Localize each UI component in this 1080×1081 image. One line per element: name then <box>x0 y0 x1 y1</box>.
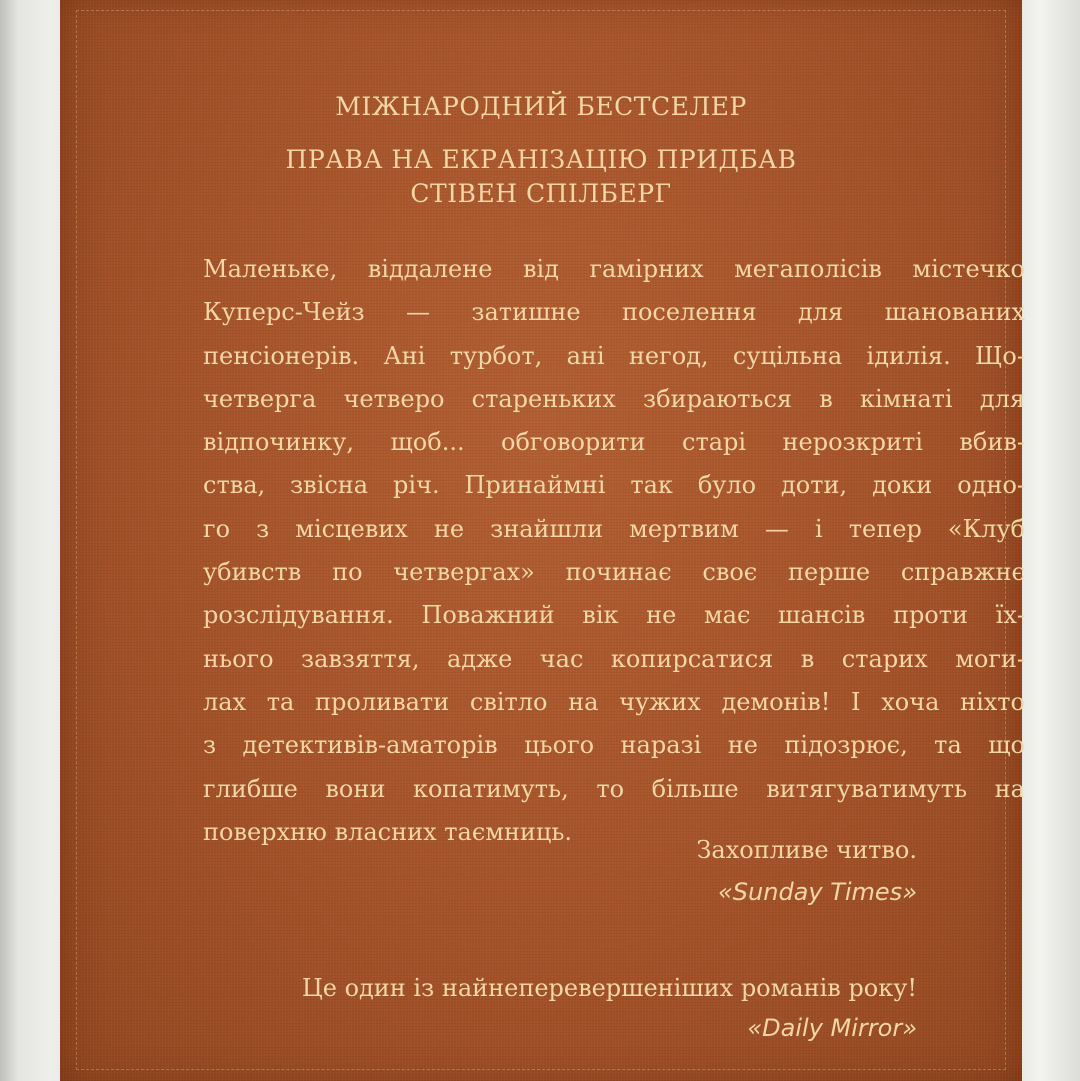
heading-spielberg: СТІВЕН СПІЛБЕРГ <box>410 179 672 208</box>
quote-daily-mirror-source: «Daily Mirror» <box>747 1014 917 1042</box>
blurb-line: відпочинку, щоб... обговорити старі нерозкриті вбив- <box>203 428 1025 457</box>
blurb-line: убивств по четвергах» починає своє перше справжнє <box>203 558 1025 587</box>
heading-bestseller: МІЖНАРОДНИЙ БЕСТСЕЛЕР <box>335 92 747 121</box>
book-back-cover <box>60 0 1025 1081</box>
quote-sunday-times-source: «Sunday Times» <box>717 878 917 906</box>
blurb-line: Куперс-Чейз — затишне поселення для шанованих <box>203 298 1025 327</box>
blurb-line: розслідування. Поважний вік не має шансів проти їх- <box>203 601 1025 630</box>
blurb-line: глибше вони копатимуть, то більше витягуватимуть на <box>203 774 1025 803</box>
quote-sunday-times-text: Захопливе читво. <box>696 836 917 864</box>
blurb-line: з детективів-аматорів цього наразі не підозрює, та що <box>203 731 1025 760</box>
blurb-paragraph <box>203 248 1025 854</box>
blurb-line: Маленьке, віддалене від гамірних мегаполісів містечко <box>203 255 1025 283</box>
blurb-line: го з місцевих не знайшли мертвим — і тепер «Клуб <box>203 514 1025 543</box>
blurb-line: пенсіонерів. Ані турбот, ані негод, суцільна ідилія. Що- <box>203 341 1025 370</box>
blurb-line: лах та проливати світло на чужих демонів! І хоча ніхто <box>203 687 1025 716</box>
blurb-line: четверга четверо стареньких збираються в кімнаті для <box>203 384 1025 413</box>
blurb-line: поверхню власних таємниць. <box>203 817 573 846</box>
blurb-line: нього завзяття, адже час копирсатися в старих моги- <box>203 644 1025 673</box>
book-page-edge <box>1020 0 1080 1081</box>
quote-daily-mirror-text: Це один із найнеперевершеніших романів року! <box>301 974 917 1002</box>
blurb-line: ства, звісна річ. Принаймні так було доти, доки одно- <box>203 471 1025 500</box>
heading-film-rights: ПРАВА НА ЕКРАНІЗАЦІЮ ПРИДБАВ <box>285 145 797 174</box>
